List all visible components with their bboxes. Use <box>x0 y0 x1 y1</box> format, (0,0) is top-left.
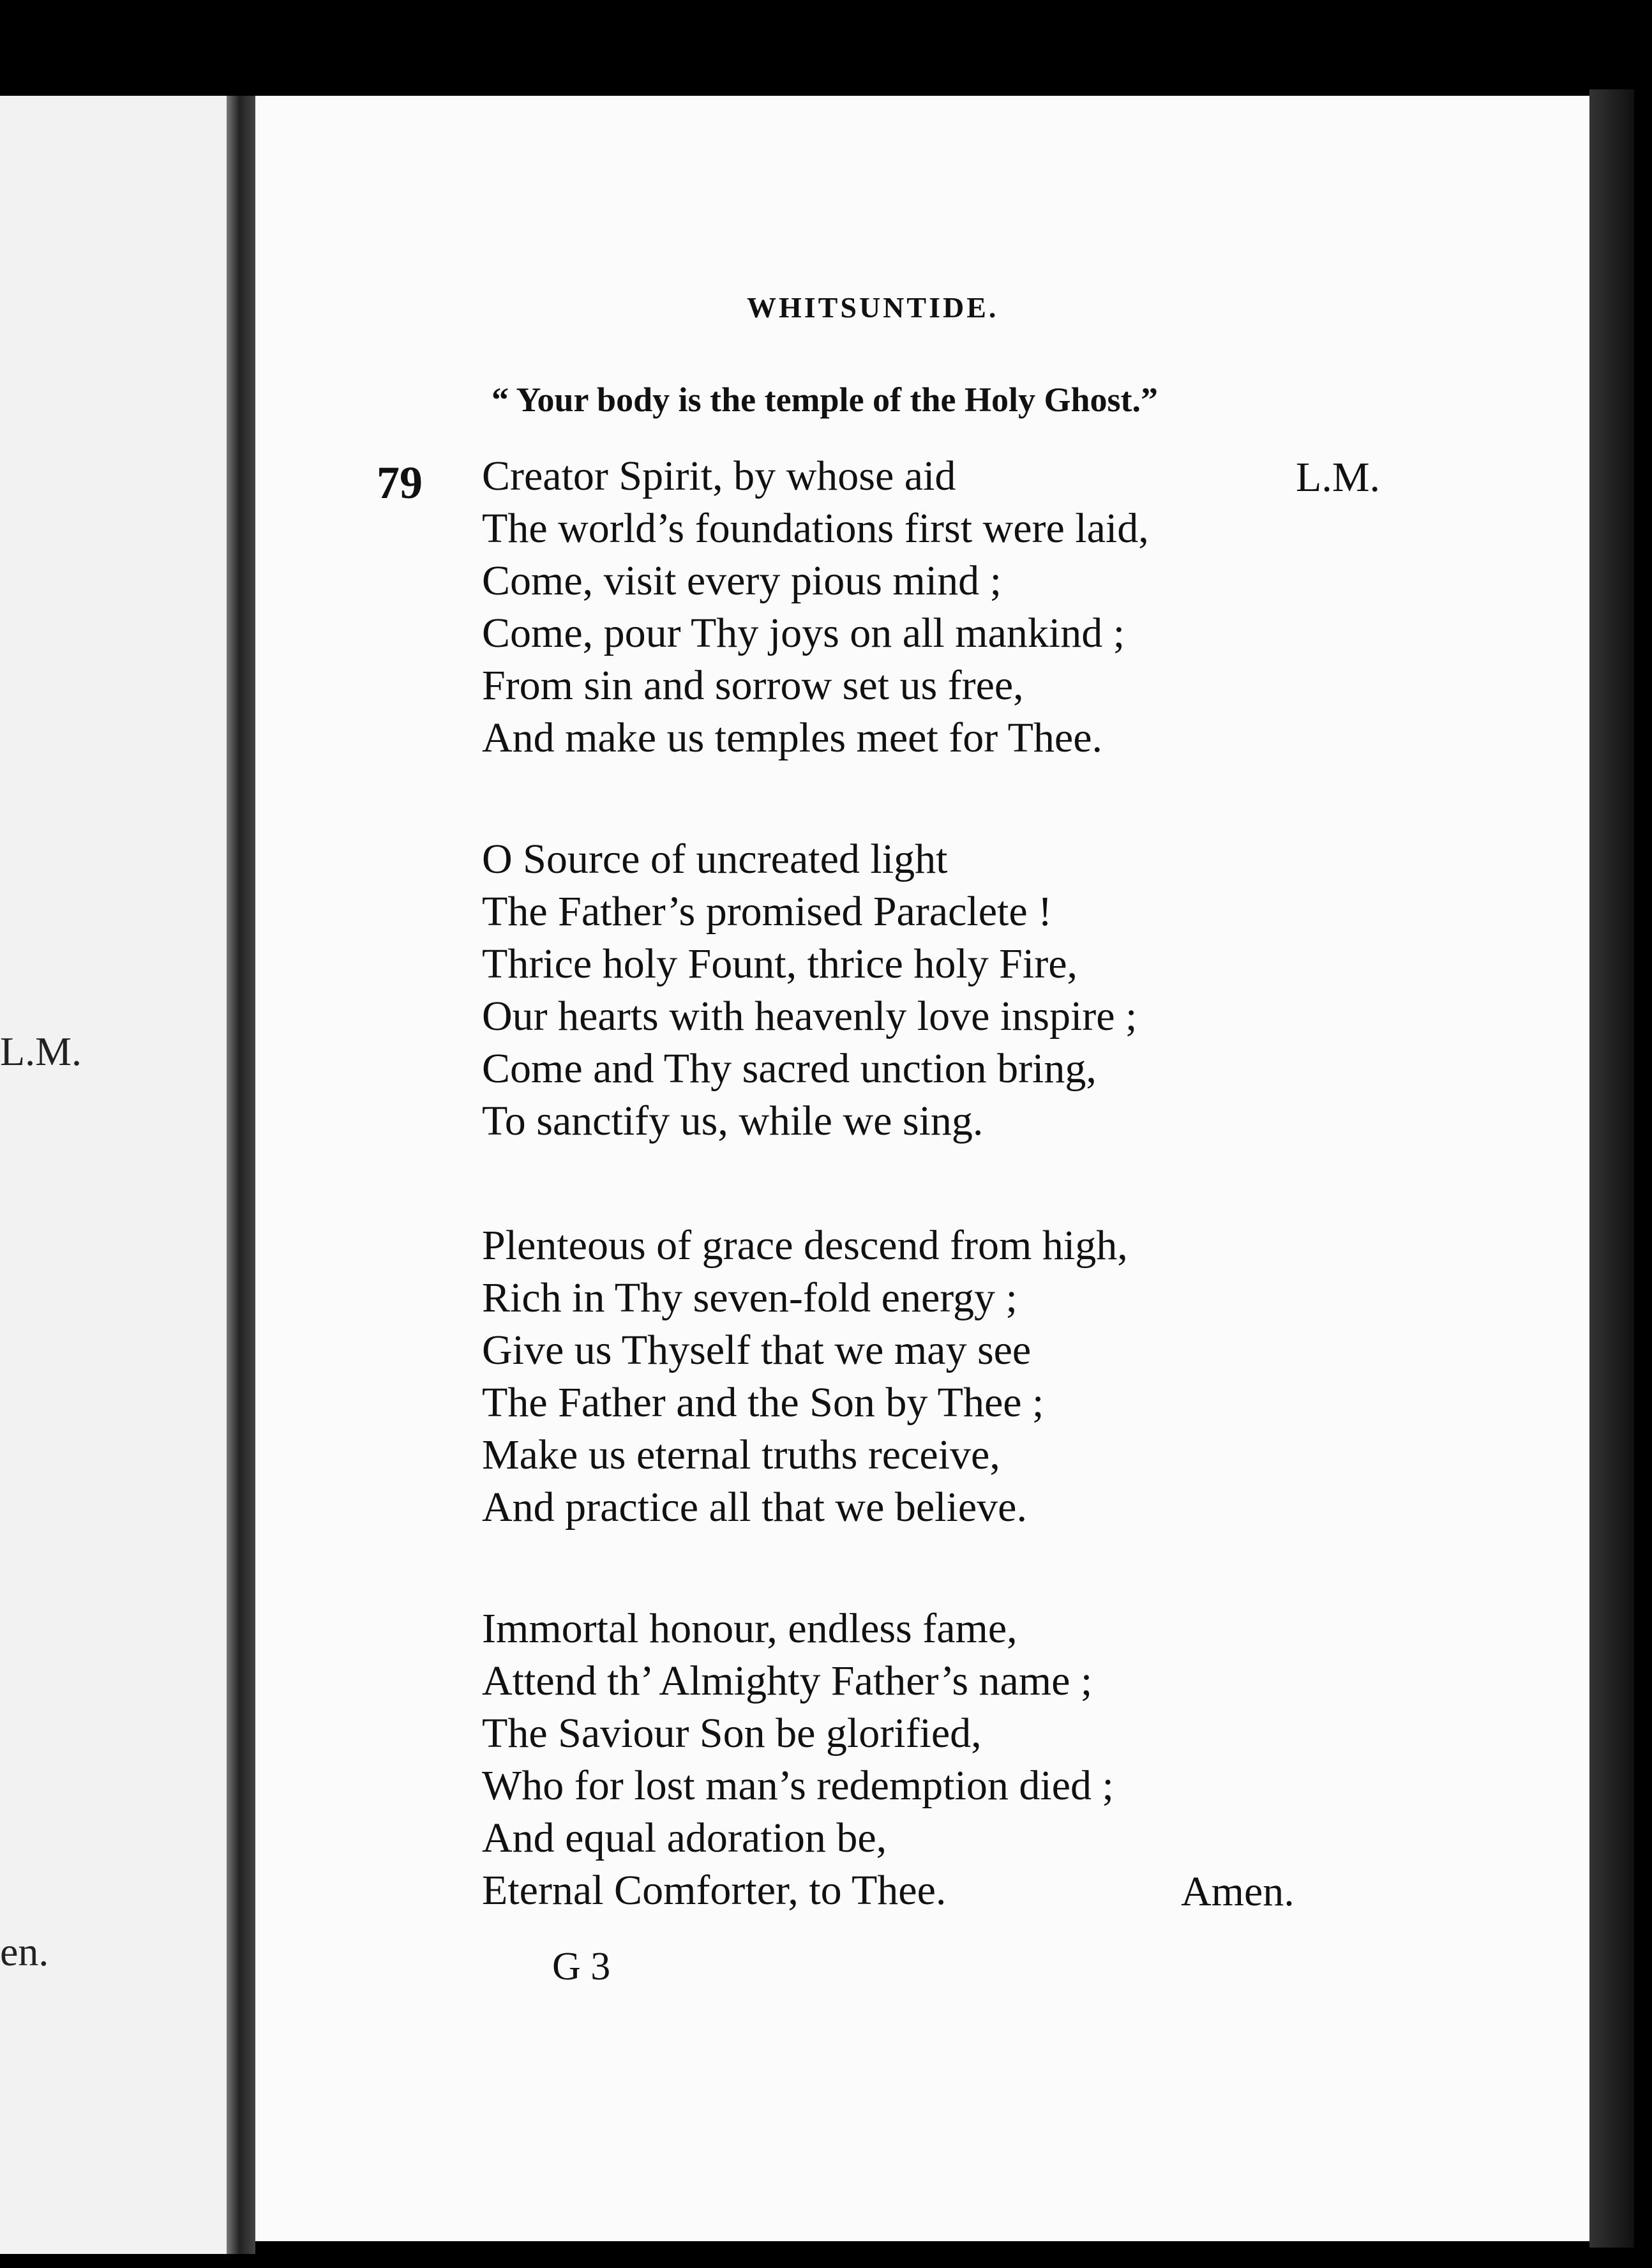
verse-line: Creator Spirit, by whose aid <box>482 453 956 499</box>
verse-line: Our hearts with heavenly love inspire ; <box>482 993 1138 1040</box>
verse-3 <box>482 1220 1128 1534</box>
left-page-meter-fragment: L.M. <box>0 1029 82 1074</box>
epigraph: “ Your body is the temple of the Holy Ghost.” <box>492 381 1159 419</box>
verse-line: The world’s foundations first were laid, <box>482 505 1149 552</box>
verse-line: Plenteous of grace descend from high, <box>482 1222 1128 1269</box>
verse-line: From sin and sorrow set us free, <box>482 662 1024 709</box>
verse-line: And practice all that we believe. <box>482 1484 1027 1531</box>
page-header: WHITSUNTIDE. <box>747 291 999 324</box>
verse-line: Eternal Comforter, to Thee. <box>482 1867 947 1914</box>
verse-line: Give us Thyself that we may see <box>482 1327 1032 1373</box>
verse-line: The Father’s promised Paraclete ! <box>482 888 1053 935</box>
verse-line: And equal adoration be, <box>482 1815 887 1861</box>
verse-line: Come and Thy sacred unction bring, <box>482 1045 1097 1092</box>
verse-line: Come, visit every pious mind ; <box>482 557 1002 604</box>
verse-line: O Source of uncreated light <box>482 836 948 882</box>
verse-4 <box>482 1603 1114 1917</box>
verse-line: Make us eternal truths receive, <box>482 1432 1000 1478</box>
verse-line: The Saviour Son be glorified, <box>482 1710 982 1757</box>
printer-signature: G 3 <box>552 1945 611 1988</box>
verse-line: Attend th’ Almighty Father’s name ; <box>482 1658 1093 1704</box>
hymn-meter: L.M. <box>1296 454 1380 501</box>
verse-line: Come, pour Thy joys on all mankind ; <box>482 610 1125 656</box>
amen: Amen. <box>1181 1868 1295 1915</box>
verse-line: Who for lost man’s redemption died ; <box>482 1762 1114 1809</box>
book-gutter <box>227 96 255 2254</box>
verse-line: Rich in Thy seven-fold energy ; <box>482 1274 1017 1321</box>
verse-line: Immortal honour, endless fame, <box>482 1605 1017 1652</box>
hymn-number: 79 <box>377 457 423 508</box>
verse-line: And make us temples meet for Thee. <box>482 714 1102 761</box>
verse-line: Thrice holy Fount, thrice holy Fire, <box>482 941 1078 987</box>
verse-line: To sanctify us, while we sing. <box>482 1098 984 1144</box>
verse-1 <box>482 450 1149 764</box>
left-page <box>0 96 230 2254</box>
left-page-end-fragment: en. <box>0 1929 49 1974</box>
verse-2 <box>482 833 1137 1147</box>
verse-line: The Father and the Son by Thee ; <box>482 1379 1044 1426</box>
book-edge <box>1589 89 1634 2248</box>
